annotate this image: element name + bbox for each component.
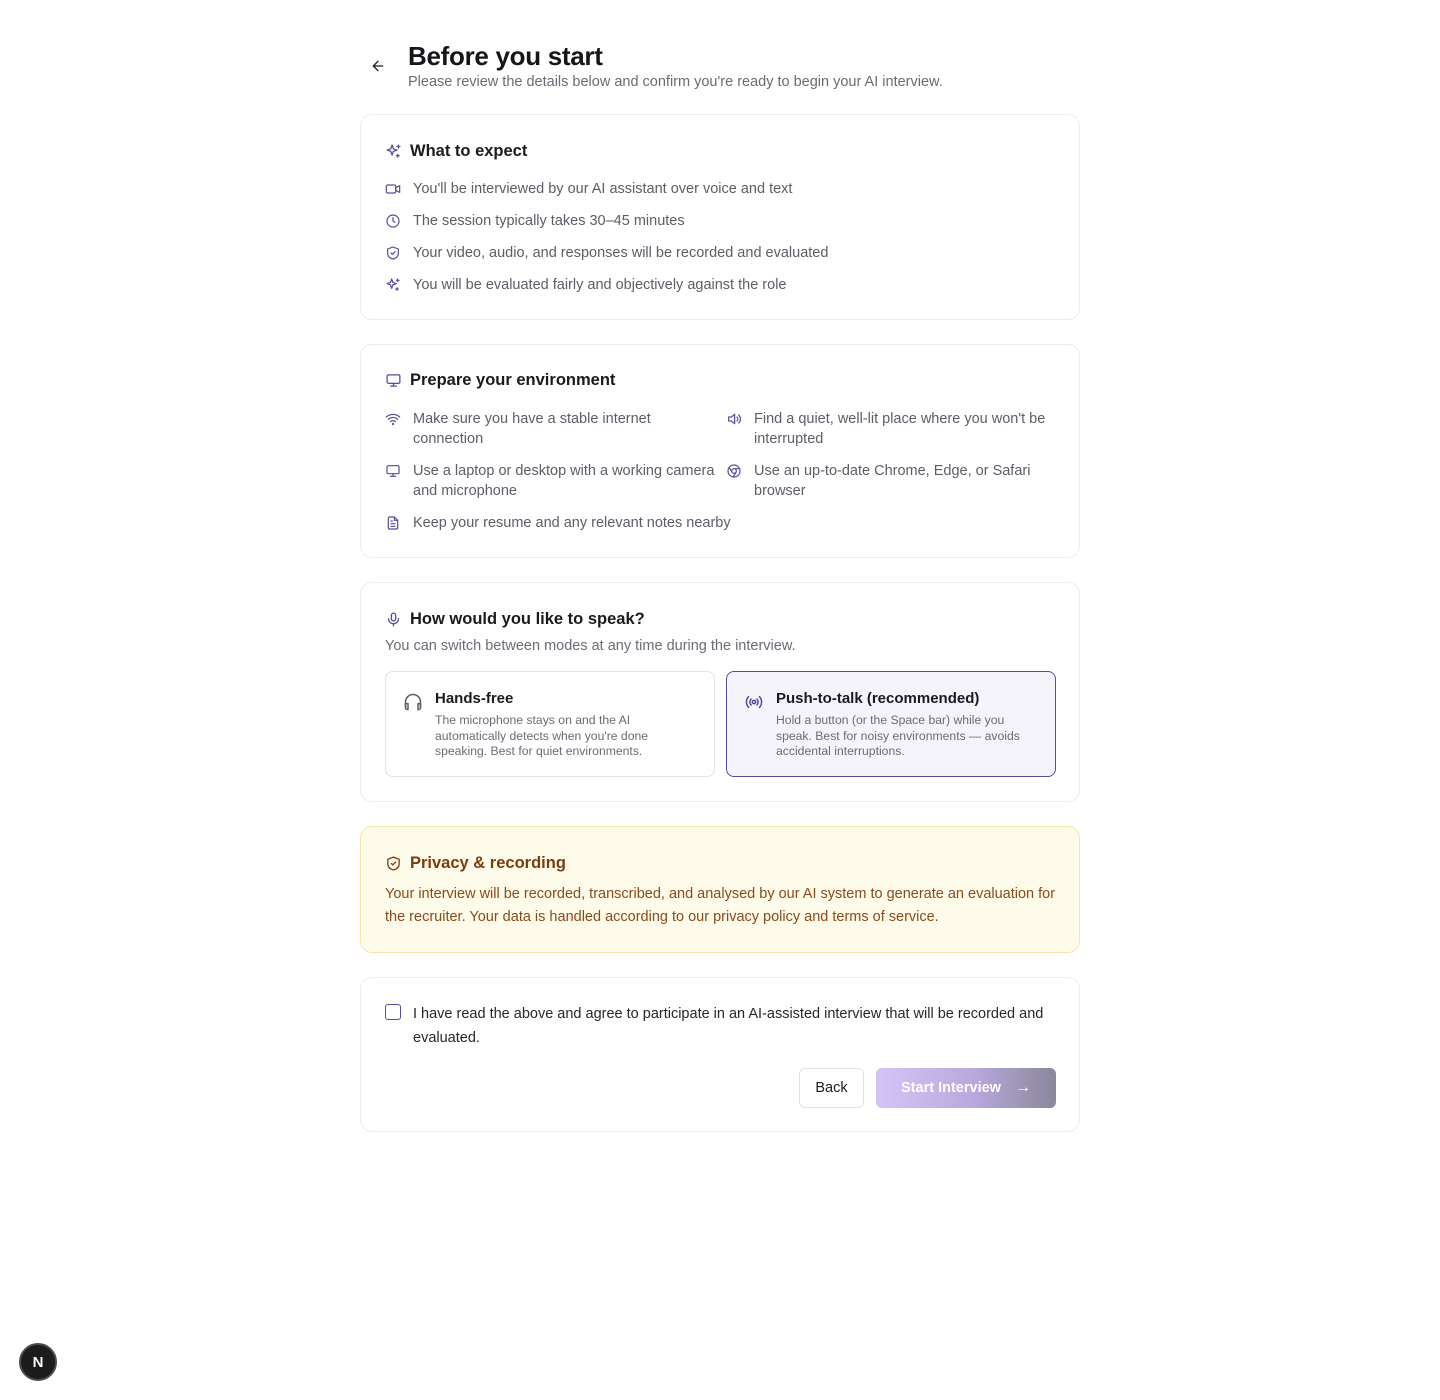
list-item: Use a laptop or desktop with a working camera and microphone [385,461,715,501]
wifi-icon [385,411,401,427]
speak-mode-title: How would you like to speak? [385,609,645,629]
consent-checkbox[interactable] [385,1004,401,1020]
start-interview-label: Start Interview [901,1080,1001,1096]
hands-free-description: The microphone stays on and the AI automatically detects when you're done speaking. Best for quiet environments. [435,713,649,758]
broadcast-icon [744,692,764,712]
prepare-environment-card [360,344,1080,558]
list-item: Use an up-to-date Chrome, Edge, or Safari browser [726,461,1056,501]
page-title: Before you start [408,41,603,71]
consent-card [360,977,1080,1132]
hands-free-option[interactable] [385,671,715,777]
document-icon [385,515,401,531]
page-subtitle: Please review the details below and confirm you're ready to begin your AI interview. [408,74,943,90]
arrow-right-icon: → [1014,1079,1031,1096]
dev-tools-badge[interactable]: N [19,1343,57,1381]
shield-check-icon [385,245,401,261]
speaker-icon [726,411,742,427]
push-to-talk-title: Push-to-talk (recommended) [776,690,980,707]
speak-mode-card [360,582,1080,802]
prepare-environment-title: Prepare your environment [385,370,615,390]
video-camera-icon [385,181,401,197]
list-item: The session typically takes 30–45 minutes [385,211,685,231]
headphones-icon [403,692,423,712]
page-header [360,40,1080,100]
list-item: Make sure you have a stable internet connection [385,409,715,449]
clock-icon [385,213,401,229]
list-item: Your video, audio, and responses will be recorded and evaluated [385,243,828,263]
list-item: You will be evaluated fairly and objectively against the role [385,275,786,295]
microphone-icon [385,611,402,628]
privacy-title: Privacy & recording [385,853,566,873]
push-to-talk-description: Hold a button (or the Space bar) while you speak. Best for noisy environments — avoids accidental interruptions. [776,713,1020,758]
list-item: You'll be interviewed by our AI assistant over voice and text [385,179,792,199]
monitor-icon [385,372,402,389]
arrow-left-icon[interactable] [368,56,388,76]
monitor-icon [385,463,401,479]
privacy-text: Your interview will be recorded, transcribed, and analysed by our AI system to generate an evaluation for the recruiter. Your data is handled according to our privacy policy and terms of service. [385,886,1056,925]
sparkles-icon [385,277,401,293]
chrome-icon [726,463,742,479]
what-to-expect-card [360,114,1080,320]
privacy-card [360,826,1080,953]
hands-free-title: Hands-free [435,690,514,707]
consent-label: I have read the above and agree to participate in an AI-assisted interview that will be recorded and evaluated. [413,1006,1044,1046]
sparkles-icon [385,143,402,160]
list-item: Keep your resume and any relevant notes nearby [385,513,785,533]
shield-check-icon [385,855,402,872]
speak-mode-subtitle: You can switch between modes at any time during the interview. [385,638,796,654]
back-button[interactable]: Back [799,1068,864,1108]
what-to-expect-title: What to expect [385,141,527,161]
list-item: Find a quiet, well-lit place where you won't be interrupted [726,409,1056,449]
start-interview-button[interactable] [876,1068,1056,1108]
push-to-talk-option[interactable] [726,671,1056,777]
